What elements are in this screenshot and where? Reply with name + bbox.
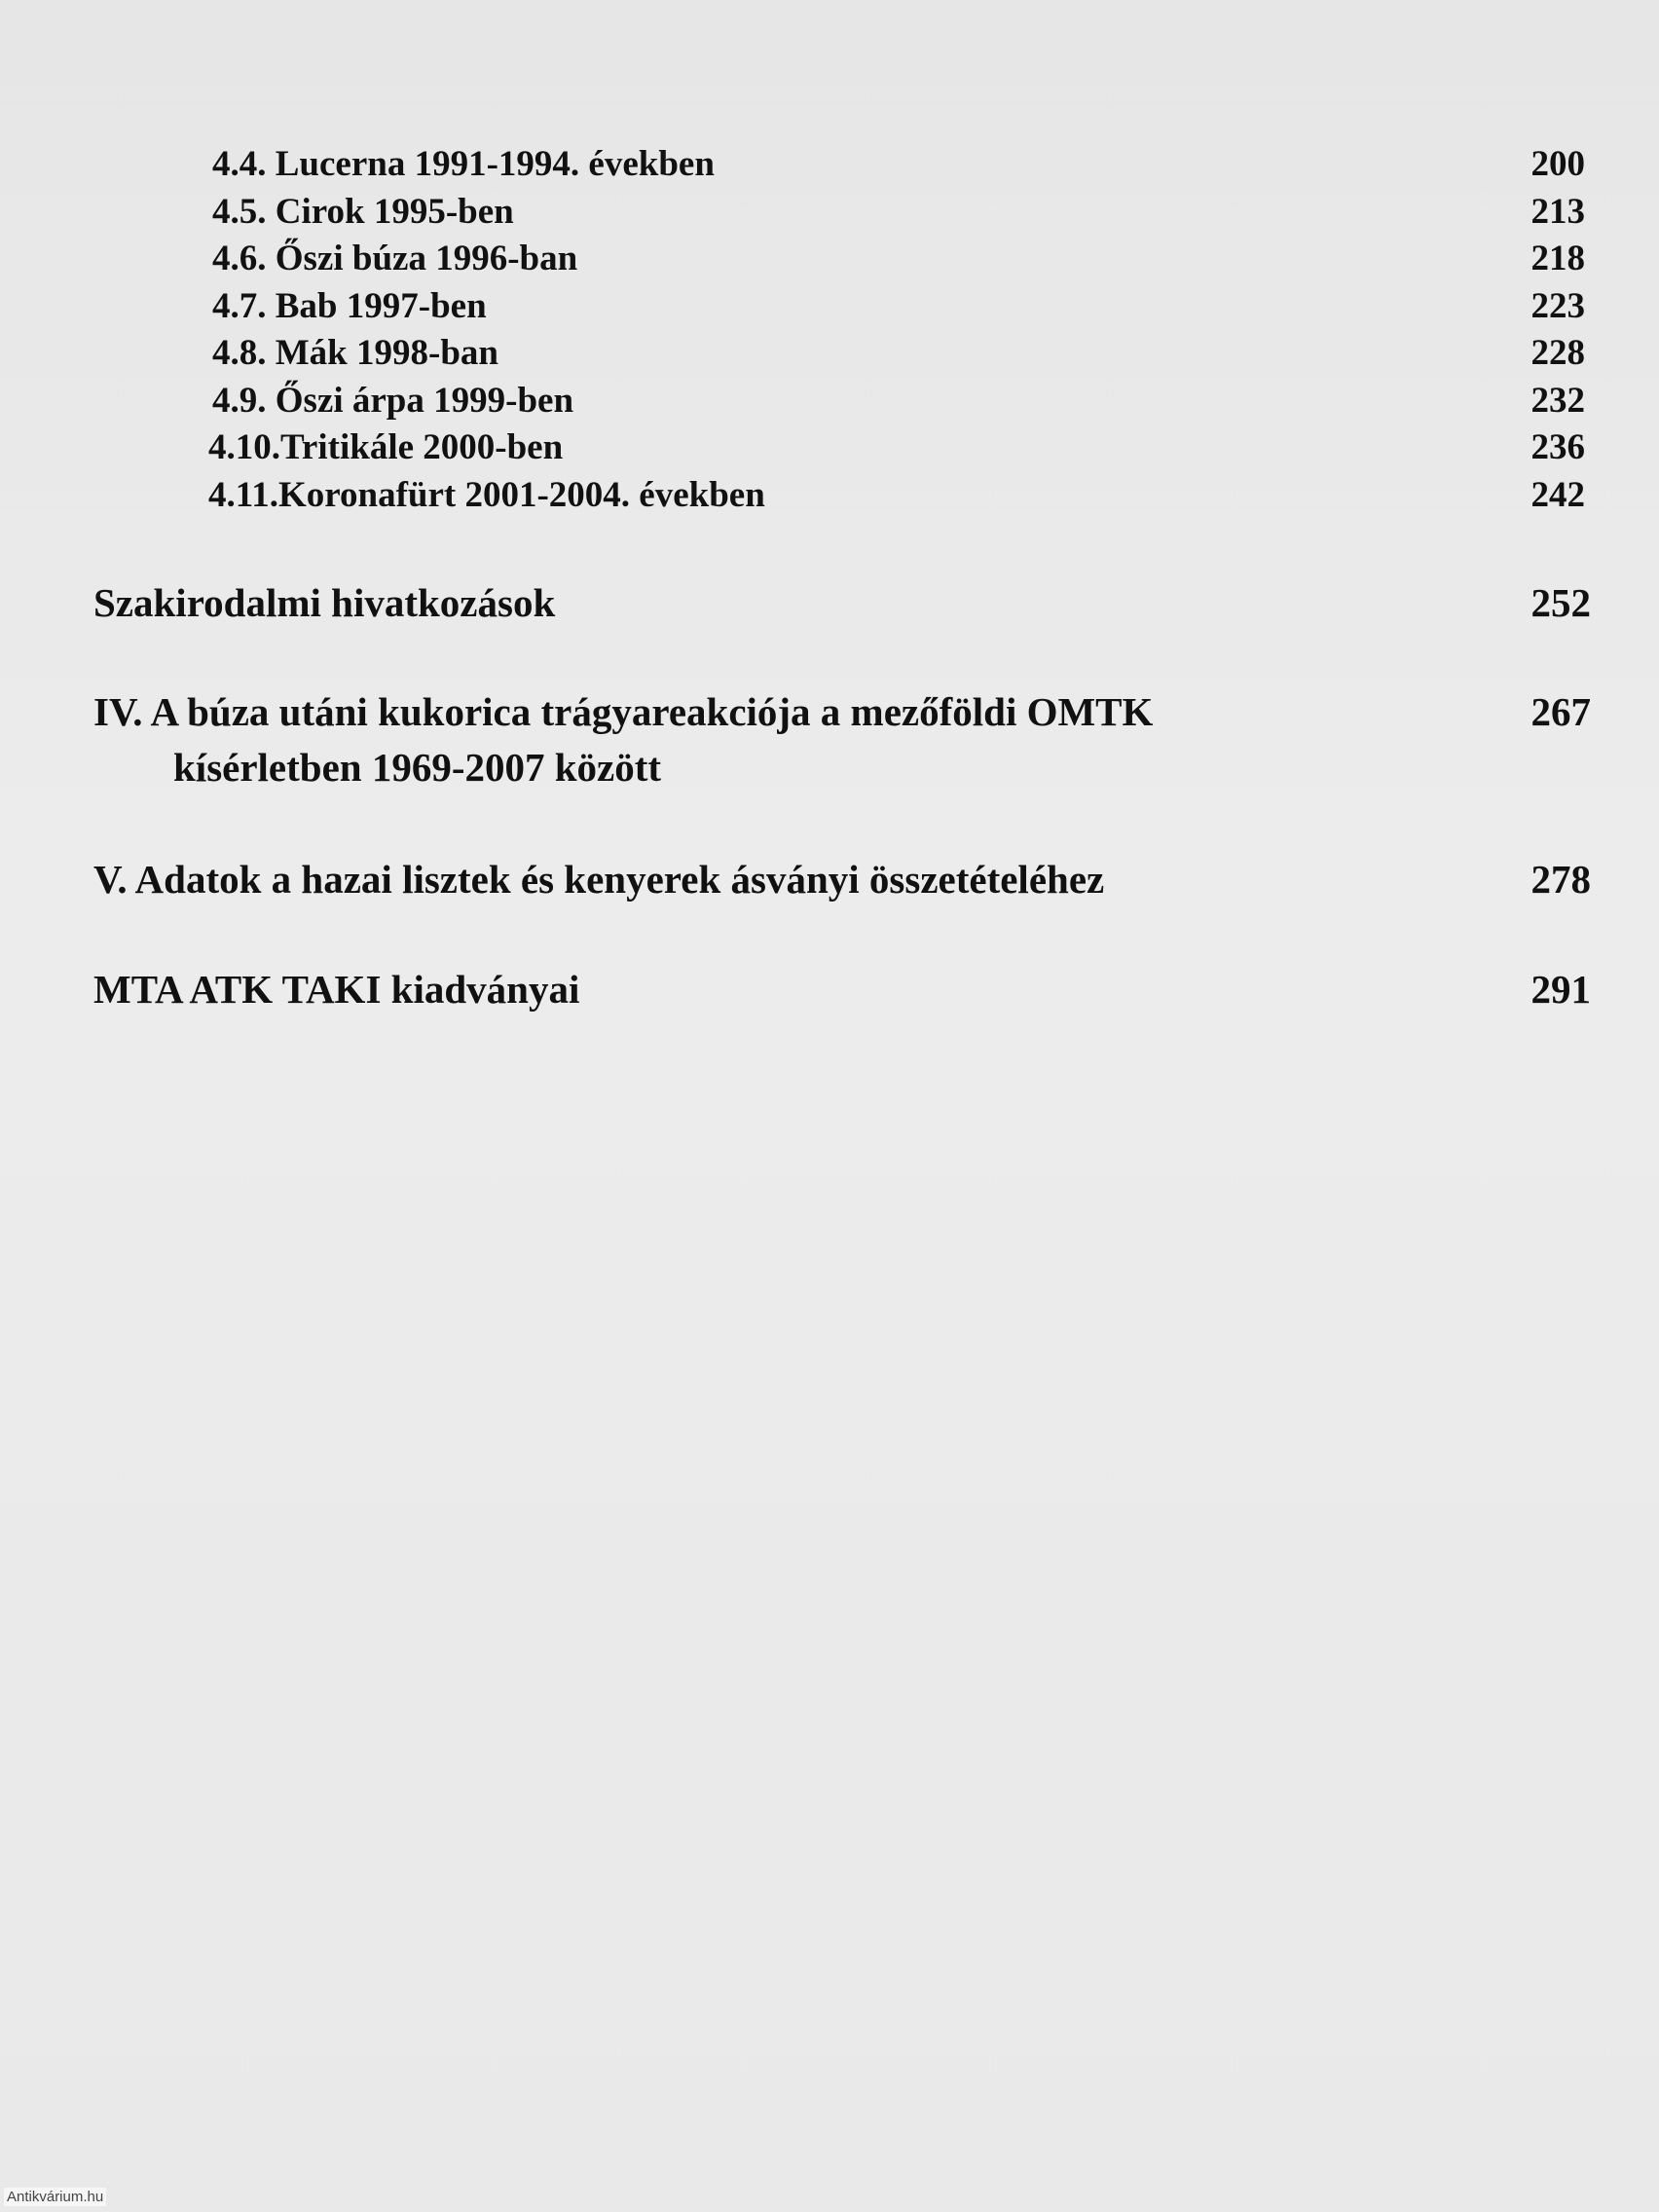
toc-page-4-10: 236: [1530, 427, 1585, 467]
toc-entry-chapter-iv: IV. A búza utáni kukorica trágyareakciója a mezőföldi OMTK: [93, 689, 1154, 734]
toc-page-4-11: 242: [1530, 475, 1585, 515]
toc-page-4-7: 223: [1530, 286, 1585, 326]
toc-entry-chapter-iv-continuation: kísérletben 1969-2007 között: [173, 745, 662, 790]
toc-page-chapter-v: 278: [1530, 857, 1591, 902]
toc-entry-4-8: 4.8. Mák 1998-ban: [212, 333, 498, 373]
toc-entry-4-6: 4.6. Őszi búza 1996-ban: [212, 239, 578, 278]
toc-entry-publications: MTA ATK TAKI kiadványai: [93, 967, 580, 1012]
toc-entry-4-10: 4.10.Tritikále 2000-ben: [208, 427, 564, 467]
toc-page-4-6: 218: [1530, 239, 1585, 278]
toc-page-4-8: 228: [1530, 333, 1585, 373]
toc-entry-4-5: 4.5. Cirok 1995-ben: [212, 192, 514, 232]
toc-page-publications: 291: [1530, 967, 1591, 1012]
toc-entry-references: Szakirodalmi hivatkozások: [93, 580, 556, 625]
toc-entry-4-4: 4.4. Lucerna 1991-1994. években: [212, 144, 715, 184]
toc-entry-4-7: 4.7. Bab 1997-ben: [212, 286, 487, 326]
toc-page-chapter-iv: 267: [1530, 689, 1591, 734]
toc-page-4-5: 213: [1530, 192, 1585, 232]
toc-page-4-4: 200: [1530, 144, 1585, 184]
toc-entry-4-9: 4.9. Őszi árpa 1999-ben: [212, 381, 574, 421]
watermark-label: Antikvárium.hu: [4, 2188, 106, 2206]
toc-entry-chapter-v: V. Adatok a hazai lisztek és kenyerek ásványi összetételéhez: [93, 857, 1105, 902]
toc-entry-4-11: 4.11.Koronafürt 2001-2004. években: [208, 475, 765, 515]
toc-page-4-9: 232: [1530, 381, 1585, 421]
toc-page-references: 252: [1530, 580, 1591, 625]
